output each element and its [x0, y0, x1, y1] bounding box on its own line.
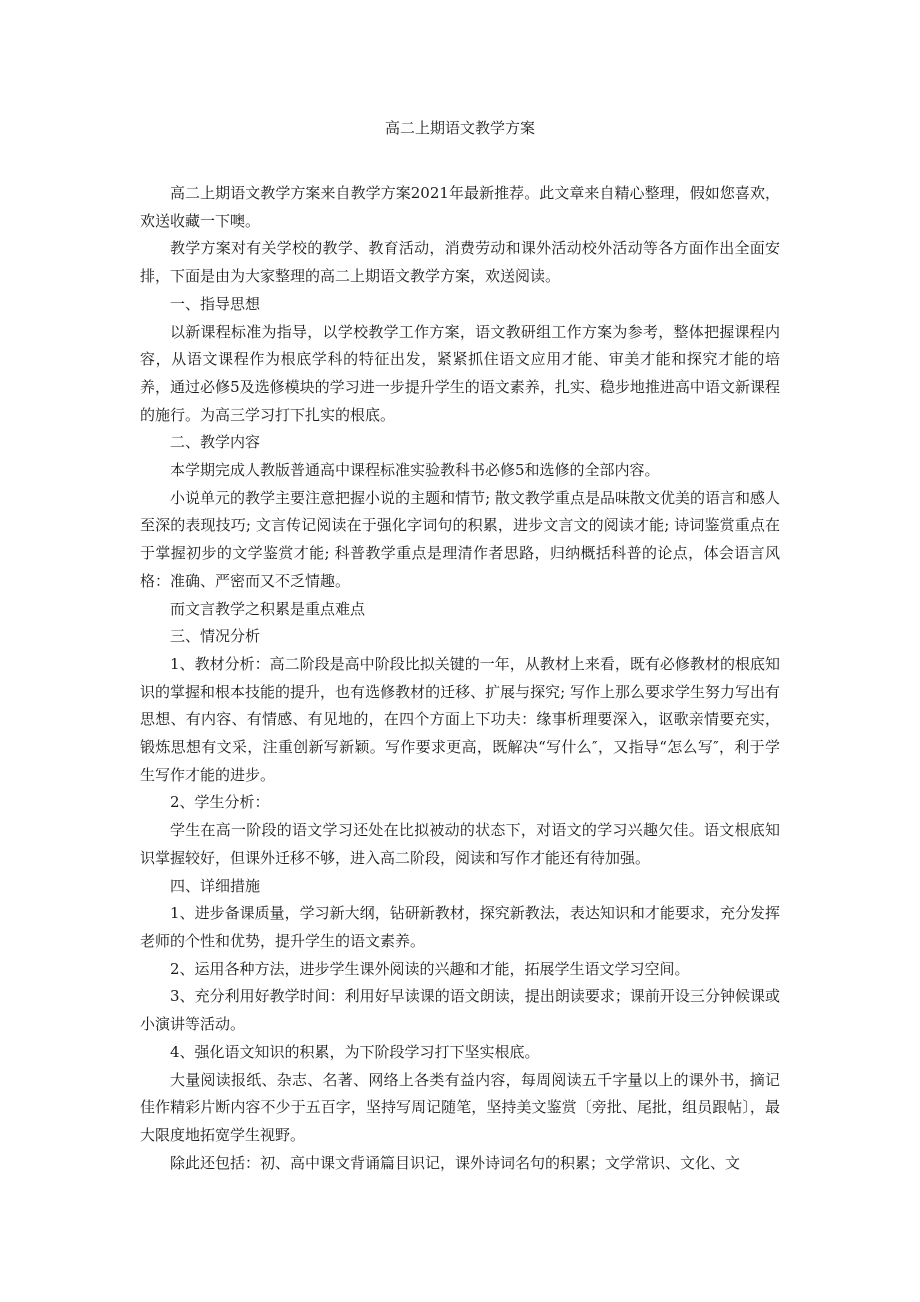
subheading-student-analysis: 2、学生分析： — [170, 793, 270, 812]
document-title: 高二上期语文教学方案 — [384, 119, 535, 137]
section-heading-situation-analysis: 三、情况分析 — [170, 627, 261, 646]
paragraph-student-analysis: 学生在高一阶段的语文学习还处在比拟被动的状态下，对语文的学习兴趣欠佳。语文根底知识掌握较好，但课外迁移不够，进入高二阶段，阅读和写作才能还有待加强。 — [140, 821, 780, 867]
section-heading-teaching-content: 二、教学内容 — [170, 433, 261, 452]
paragraph-textbook-analysis: 1、教材分析：高二阶段是高中阶段比拟关键的一年，从教材上来看，既有必修教材的根底知识的掌握和根本技能的提升，也有选修教材的迁移、扩展与探究; 写作上那么要求学生努力写出有思想、有内容、有情感、有见地的，在四个方面上下功夫：缘事析理要深入，讴歌亲情要充实，锻炼思想有文采，注重创新写新颖。写作要求更高，既解决“写什么″，又指导“怎么写″，利于学生写作才能的进步。 — [140, 654, 780, 784]
paragraph-additional: 除此还包括：初、高中课文背诵篇目识记，课外诗词名句的积累；文学常识、文化、文 — [170, 1153, 741, 1172]
paragraph-measure-2: 2、运用各种方法，进步学生课外阅读的兴趣和才能，拓展学生语文学习空间。 — [170, 959, 690, 978]
paragraph-measure-1: 1、进步备课质量，学习新大纲，钻研新教材，探究新教法，表达知识和才能要求，充分发挥老师的个性和优势，提升学生的语文素养。 — [140, 904, 780, 950]
paragraph-unit-focus: 小说单元的教学主要注意把握小说的主题和情节; 散文教学重点是品味散文优美的语言和感人至深的表现技巧; 文言传记阅读在于强化字词句的积累，进步文言文的阅读才能; 诗词鉴赏重点在于掌握初步的文学鉴赏才能; 科普教学重点是理清作者思路，归纳概括科普的论点，体会语言风格：准确、严密而又不乏情趣。 — [140, 488, 780, 590]
paragraph-classical-focus: 而文言教学之积累是重点难点 — [170, 599, 366, 618]
paragraph-measure-3: 3、充分利用好教学时间：利用好早读课的语文朗读，提出朗读要求；课前开设三分钟候课或小演讲等活动。 — [140, 987, 780, 1034]
paragraph-overview: 教学方案对有关学校的教学、教育活动，消费劳动和课外活动校外活动等各方面作出全面安排，下面是由为大家整理的高二上期语文教学方案，欢送阅读。 — [140, 239, 780, 286]
paragraph-guiding-ideas: 以新课程标准为指导，以学校教学工作方案，语文教研组工作方案为参考，整体把握课程内容，从语文课程作为根底学科的特征出发，紧紧抓住语文应用才能、审美才能和探究才能的培养，通过必修5及选修模块的学习进一步提升学生的语文素养，扎实、稳步地推进高中语文新课程的施行。为高三学习打下扎实的根底。 — [140, 322, 780, 424]
paragraph-reading-plan: 大量阅读报纸、杂志、名著、网络上各类有益内容，每周阅读五千字量以上的课外书，摘记佳作精彩片断内容不少于五百字，坚持写周记随笔，坚持美文鉴赏〔旁批、尾批，组员跟帖〕，最大限度地拓宽学生视野。 — [140, 1070, 780, 1144]
paragraph-measure-4: 4、强化语文知识的积累，为下阶段学习打下坚实根底。 — [170, 1042, 540, 1061]
paragraph-intro: 高二上期语文教学方案来自教学方案2021年最新推荐。此文章来自精心整理，假如您喜欢，欢送收藏一下噢。 — [140, 184, 780, 230]
section-heading-measures: 四、详细措施 — [170, 876, 261, 895]
section-heading-guiding-ideas: 一、指导思想 — [170, 294, 261, 313]
paragraph-teaching-content: 本学期完成人教版普通高中课程标准实验教科书必修5和选修的全部内容。 — [170, 461, 660, 480]
document-body — [140, 180, 780, 1177]
